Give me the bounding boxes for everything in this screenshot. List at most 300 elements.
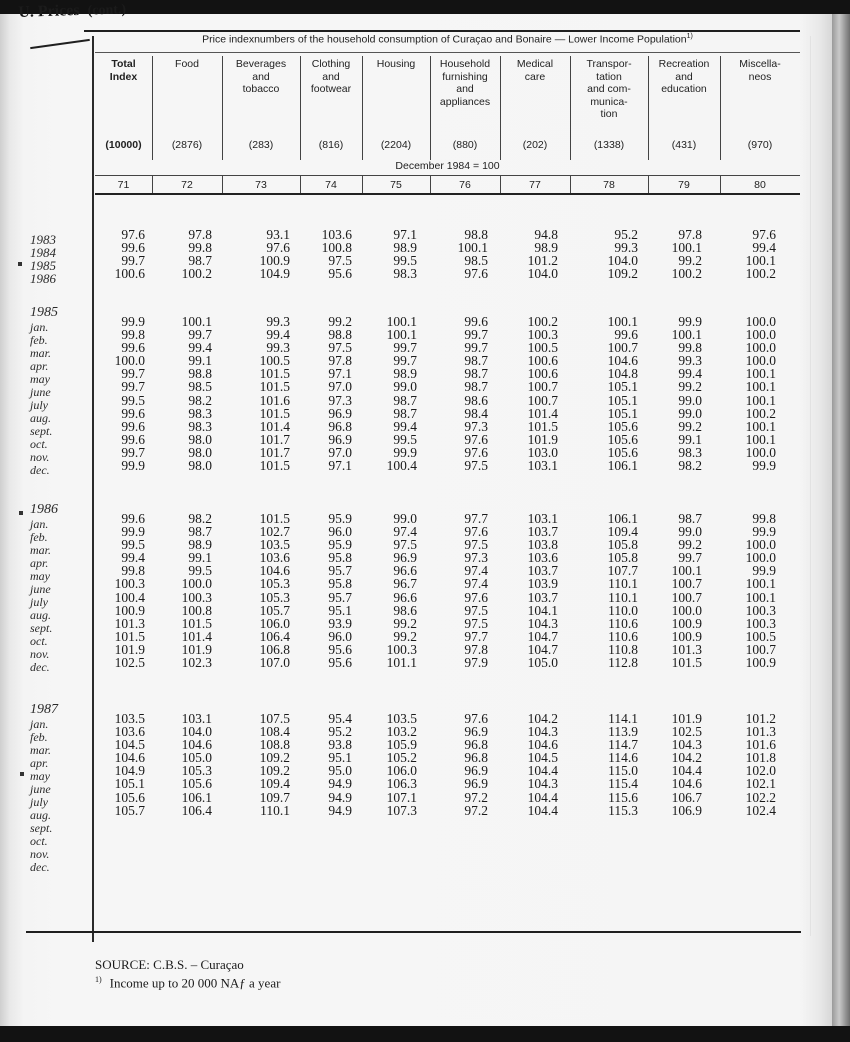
table-cell: 99.6 [614,327,638,343]
table-cell: 104.7 [527,628,558,644]
table-cell: 104.5 [527,750,558,766]
table-cell: 98.3 [678,444,702,460]
table-cell: 97.6 [464,266,488,282]
column-header-line: education [661,83,707,95]
table-cell: 99.5 [121,392,145,408]
table-cell: 98.3 [188,405,212,421]
row-label: sept. [30,621,53,635]
table-cell: 97.0 [328,444,352,460]
table-cell: 104.2 [671,750,702,766]
table-cell: 101.2 [527,253,558,269]
column-weight: (2876) [171,139,203,151]
table-cell: 96.6 [393,589,417,605]
row-label: apr. [30,556,49,570]
table-cell: 98.8 [188,366,212,382]
table-cell: 100.1 [671,563,702,579]
table-cell: 95.9 [328,511,352,526]
table-cell: 103.7 [527,589,558,605]
table-cell: 93.9 [328,615,352,631]
table-cell: 94.8 [534,227,558,242]
table-cell: 100.1 [745,431,776,447]
column-weight: (202) [522,139,548,151]
table-cell: 100.0 [745,340,776,356]
table-cell: 97.6 [464,711,488,726]
row-label: 1986 [30,271,56,286]
table-cell: 104.0 [607,253,638,269]
table-title [95,30,800,46]
table-cell: 103.6 [527,550,558,566]
table-cell: 101.5 [114,628,145,644]
table-cell: 100.7 [527,392,558,408]
table-row [95,267,800,280]
table-cell: 103.1 [527,458,558,474]
column-header-line: and [252,70,270,83]
table-cell: 99.5 [393,253,417,269]
table-cell: 101.2 [745,711,776,726]
table-cell: 95.7 [328,589,352,605]
table-cell: 95.4 [328,711,352,726]
table-cell: 100.1 [745,589,776,605]
table-cell: 98.7 [393,405,417,421]
table-cell: 104.9 [114,763,145,779]
table-cell: 101.7 [259,444,290,460]
table-cell: 101.6 [259,392,290,408]
column-header-line: Beverages [235,58,287,70]
table-cell: 97.5 [464,615,488,631]
row-label: oct. [30,634,48,648]
table-cell: 109.4 [607,524,638,540]
table-cell: 97.9 [464,655,488,671]
table-cell: 100.7 [527,379,558,395]
table-cell: 104.0 [527,266,558,282]
table-cell: 100.0 [745,314,776,329]
table-cell: 99.2 [393,628,417,644]
table-cell: 100.2 [745,405,776,421]
table-cell: 100.5 [259,353,290,369]
table-cell: 100.1 [745,379,776,395]
table-cell: 109.2 [607,266,638,282]
table-cell: 104.9 [259,266,290,282]
table-cell: 98.2 [678,458,702,474]
row-label: oct. [30,437,48,451]
row-label: jan. [30,320,49,334]
table-cell: 99.2 [678,253,702,269]
table-cell: 100.7 [745,641,776,657]
table-cell: 105.0 [181,750,212,766]
row-label: jan. [30,517,49,531]
table-cell: 105.6 [181,776,212,792]
table-cell: 97.7 [464,511,488,526]
table-cell: 100.9 [671,615,702,631]
table-cell: 100.1 [745,392,776,408]
table-cell: 100.1 [457,240,488,256]
column-header [500,58,570,83]
table-cell: 99.9 [393,444,417,460]
table-cell: 98.0 [188,458,212,474]
table-cell: 98.7 [393,392,417,408]
table-cell: 114.1 [608,711,638,726]
table-cell: 104.3 [527,724,558,740]
table-cell: 98.9 [534,240,558,256]
column-divider [152,56,153,160]
binding-mark [20,772,24,776]
row-label: mar. [30,346,52,360]
table-cell: 105.7 [114,802,145,818]
table-row [95,817,800,830]
table-cell: 104.4 [527,802,558,818]
table-cell: 97.4 [393,524,417,540]
column-number: 78 [603,179,615,191]
table-cell: 94.9 [328,776,352,792]
table-cell: 99.7 [464,327,488,343]
table-cell: 99.5 [121,537,145,553]
table-cell: 109.4 [259,776,290,792]
table-cell: 97.5 [393,537,417,553]
table-cell: 97.8 [678,227,702,242]
table-cell: 104.6 [181,737,212,753]
row-label: 1983 [30,232,56,247]
table-cell: 105.7 [259,602,290,618]
table-cell: 100.2 [527,314,558,329]
table-cell: 109.7 [259,789,290,805]
table-cell: 107.0 [259,655,290,671]
table-title-text: Price indexnumbers of the household consumption of Curaçao and Bonaire — Lower Income Population [202,33,687,46]
table-cell: 104.0 [181,724,212,740]
table-cell: 100.9 [114,602,145,618]
table-cell: 103.8 [527,537,558,553]
table-cell: 95.6 [328,641,352,657]
row-label: aug. [30,608,51,622]
table-cell: 100.0 [745,550,776,566]
column-header [648,58,720,96]
table-cell: 100.4 [114,589,145,605]
table-cell: 106.1 [607,511,638,526]
column-divider [430,56,431,160]
table-cell: 110.6 [608,628,638,644]
table-cell: 100.6 [527,353,558,369]
table-cell: 105.6 [607,418,638,434]
table-cell: 101.4 [181,628,212,644]
table-cell: 103.2 [386,724,417,740]
table-cell: 101.5 [259,458,290,474]
column-header-line: Total [111,58,136,70]
table-cell: 105.1 [114,776,145,792]
table-cell: 93.1 [266,227,290,242]
table-cell: 100.9 [671,628,702,644]
table-cell: 107.5 [259,711,290,726]
table-cell: 100.0 [745,327,776,343]
income-footnote [95,972,280,990]
table-cell: 115.0 [608,763,638,779]
table-cell: 104.6 [527,737,558,753]
table-cell: 107.3 [386,802,417,818]
section-title [18,0,126,22]
table-cell: 97.4 [464,563,488,579]
table-cell: 108.8 [259,737,290,753]
row-label: may [30,372,50,386]
table-cell: 99.2 [678,537,702,553]
column-header [720,58,800,83]
table-cell: 105.3 [181,763,212,779]
column-header-line: footwear [310,83,352,95]
table-cell: 98.7 [678,511,702,526]
table-cell: 100.6 [114,266,145,282]
table-cell: 106.9 [671,802,702,818]
table-cell: 105.0 [527,655,558,671]
table-cell: 101.3 [671,641,702,657]
column-header-line: furnishing [442,70,488,83]
table-cell: 105.3 [259,576,290,592]
table-cell: 99.7 [393,340,417,356]
column-weight: (1338) [593,139,625,151]
column-divider [222,56,223,160]
table-cell: 98.7 [188,253,212,269]
column-header-line: tobacco [242,83,280,95]
table-cell: 101.5 [259,405,290,421]
column-header-line: tion [600,108,618,120]
table-cell: 99.9 [752,563,776,579]
table-cell: 100.3 [745,602,776,618]
table-cell: 101.9 [527,431,558,447]
bottom-rule [26,931,801,933]
table-cell: 99.6 [121,431,145,447]
table-cell: 97.3 [464,550,488,566]
table-cell: 101.5 [181,615,212,631]
table-row [95,804,800,817]
column-header-line: and [322,70,340,83]
row-label: apr. [30,359,49,373]
column-weight: (431) [671,139,697,151]
table-cell: 104.4 [527,789,558,805]
table-cell: 103.7 [527,563,558,579]
table-cell: 98.7 [464,366,488,382]
column-number: 77 [529,179,541,191]
table-cell: 98.2 [188,511,212,526]
table-cell: 104.2 [527,711,558,726]
table-cell: 103.1 [181,711,212,726]
table-cell: 100.7 [671,576,702,592]
column-header-line: Clothing [311,58,351,70]
table-cell: 103.5 [114,711,145,726]
column-number: 80 [754,179,766,191]
table-cell: 101.9 [114,641,145,657]
table-row [95,433,800,446]
table-cell: 98.0 [188,444,212,460]
table-cell: 101.5 [259,379,290,395]
table-cell: 97.4 [464,576,488,592]
table-cell: 100.1 [671,240,702,256]
table-cell: 106.4 [181,802,212,818]
stub-divider [92,36,94,942]
table-cell: 104.3 [671,737,702,753]
column-header [222,58,300,96]
table-cell: 99.7 [121,444,145,460]
table-cell: 102.4 [745,802,776,818]
table-cell: 99.0 [393,511,417,526]
row-label: oct. [30,834,48,848]
table-cell: 98.8 [328,327,352,343]
table-cell: 114.7 [608,737,638,753]
row-label: july [30,795,48,809]
table-cell: 100.4 [386,458,417,474]
row-labels [30,305,90,477]
table-cell: 99.0 [393,379,417,395]
table-cell: 101.5 [259,366,290,382]
footnote-text: Income up to 20 000 NAƒ a year [109,975,281,991]
column-divider [362,56,363,160]
table-cell: 107.1 [386,789,417,805]
table-cell: 95.7 [328,563,352,579]
table-cell: 110.1 [608,576,638,592]
binding-mark [19,511,23,515]
table-cell: 101.6 [745,737,776,753]
table-cell: 99.6 [121,240,145,256]
table-cell: 101.5 [259,511,290,526]
table-cell: 93.8 [328,737,352,753]
base-period-label: December 1984 = 100 [395,160,500,172]
table-cell: 103.6 [321,227,352,242]
table-cell: 99.2 [678,379,702,395]
column-header-line: Household [439,58,491,70]
table-cell: 97.3 [328,392,352,408]
table-row [95,394,800,407]
column-number-divider [648,176,649,193]
table-cell: 99.6 [121,405,145,421]
table-cell: 100.1 [607,314,638,329]
table-cell: 101.9 [671,711,702,726]
table-cell: 101.3 [745,724,776,740]
table-cell: 102.0 [745,763,776,779]
table-cell: 104.5 [114,737,145,753]
table-cell: 105.6 [607,431,638,447]
table-cell: 100.1 [745,418,776,434]
table-cell: 99.9 [752,458,776,474]
table-cell: 98.0 [188,431,212,447]
table-cell: 100.0 [181,576,212,592]
year-heading: 1987 [30,702,58,717]
table-cell: 104.4 [527,763,558,779]
year-heading: 1985 [30,305,58,320]
table-cell: 103.1 [527,511,558,526]
table-cell: 102.7 [259,524,290,540]
column-header-line: and com- [587,83,631,95]
table-cell: 99.4 [266,327,290,343]
data-block [95,228,800,280]
table-cell: 103.7 [527,524,558,540]
table-cell: 100.1 [745,576,776,592]
table-cell: 105.6 [114,789,145,805]
data-block [95,315,800,472]
table-cell: 100.3 [114,576,145,592]
column-number-divider [720,176,721,193]
table-cell: 110.1 [608,589,638,605]
table-cell: 100.3 [745,615,776,631]
table-cell: 104.3 [527,776,558,792]
column-divider [570,56,571,160]
table-cell: 104.8 [607,366,638,382]
column-weight: (816) [318,139,344,151]
table-cell: 96.7 [393,576,417,592]
row-label: dec. [30,860,50,874]
table-cell: 103.6 [259,550,290,566]
column-header-line: Medical [516,58,554,70]
year-heading: 1986 [30,502,58,517]
table-cell: 98.2 [188,392,212,408]
table-cell: 110.0 [608,602,638,618]
table-cell: 105.1 [607,379,638,395]
table-cell: 97.2 [464,789,488,805]
table-cell: 98.7 [464,353,488,369]
table-cell: 105.1 [607,392,638,408]
table-cell: 98.3 [393,266,417,282]
column-number: 76 [459,179,471,191]
table-cell: 113.9 [608,724,638,740]
row-labels [30,702,90,874]
table-cell: 99.1 [188,550,212,566]
table-cell: 96.0 [328,628,352,644]
table-cell: 97.6 [464,524,488,540]
table-cell: 114.6 [608,750,638,766]
table-cell: 95.1 [328,750,352,766]
table-cell: 115.6 [608,789,638,805]
data-block [95,512,800,669]
table-cell: 99.3 [266,314,290,329]
table-cell: 99.7 [678,550,702,566]
table-cell: 100.7 [671,589,702,605]
table-cell: 96.0 [328,524,352,540]
table-cell: 99.4 [752,240,776,256]
table-cell: 100.9 [745,655,776,671]
column-header-line: and [456,83,474,95]
table-cell: 105.2 [386,750,417,766]
table-cell: 102.5 [671,724,702,740]
table-cell: 96.9 [393,550,417,566]
table-cell: 106.4 [259,628,290,644]
column-header-line: Recreation [658,58,710,70]
column-number: 79 [678,179,690,191]
row-label: may [30,569,50,583]
column-number: 74 [325,179,337,191]
table-cell: 95.8 [328,576,352,592]
table-cell: 97.5 [328,340,352,356]
table-cell: 100.3 [181,589,212,605]
table-cell: 95.2 [614,227,638,242]
table-cell: 100.7 [607,340,638,356]
column-number-divider [570,176,571,193]
column-header [300,58,362,96]
table-cell: 99.8 [121,563,145,579]
table-cell: 96.8 [464,737,488,753]
column-number-divider [500,176,501,193]
table-cell: 97.5 [464,458,488,474]
row-label: july [30,398,48,412]
column-weight: (10000) [105,139,142,151]
table-cell: 98.6 [393,602,417,618]
table-cell: 99.3 [614,240,638,256]
row-label: july [30,595,48,609]
table-cell: 104.4 [671,763,702,779]
table-cell: 110.6 [608,615,638,631]
table-cell: 99.6 [464,314,488,329]
table-row [95,380,800,393]
table-cell: 106.1 [181,789,212,805]
table-cell: 99.3 [678,353,702,369]
table-cell: 97.7 [464,628,488,644]
table-cell: 103.0 [527,444,558,460]
column-header-line: neos [748,70,772,83]
table-cell: 104.6 [607,353,638,369]
table-cell: 103.5 [259,537,290,553]
